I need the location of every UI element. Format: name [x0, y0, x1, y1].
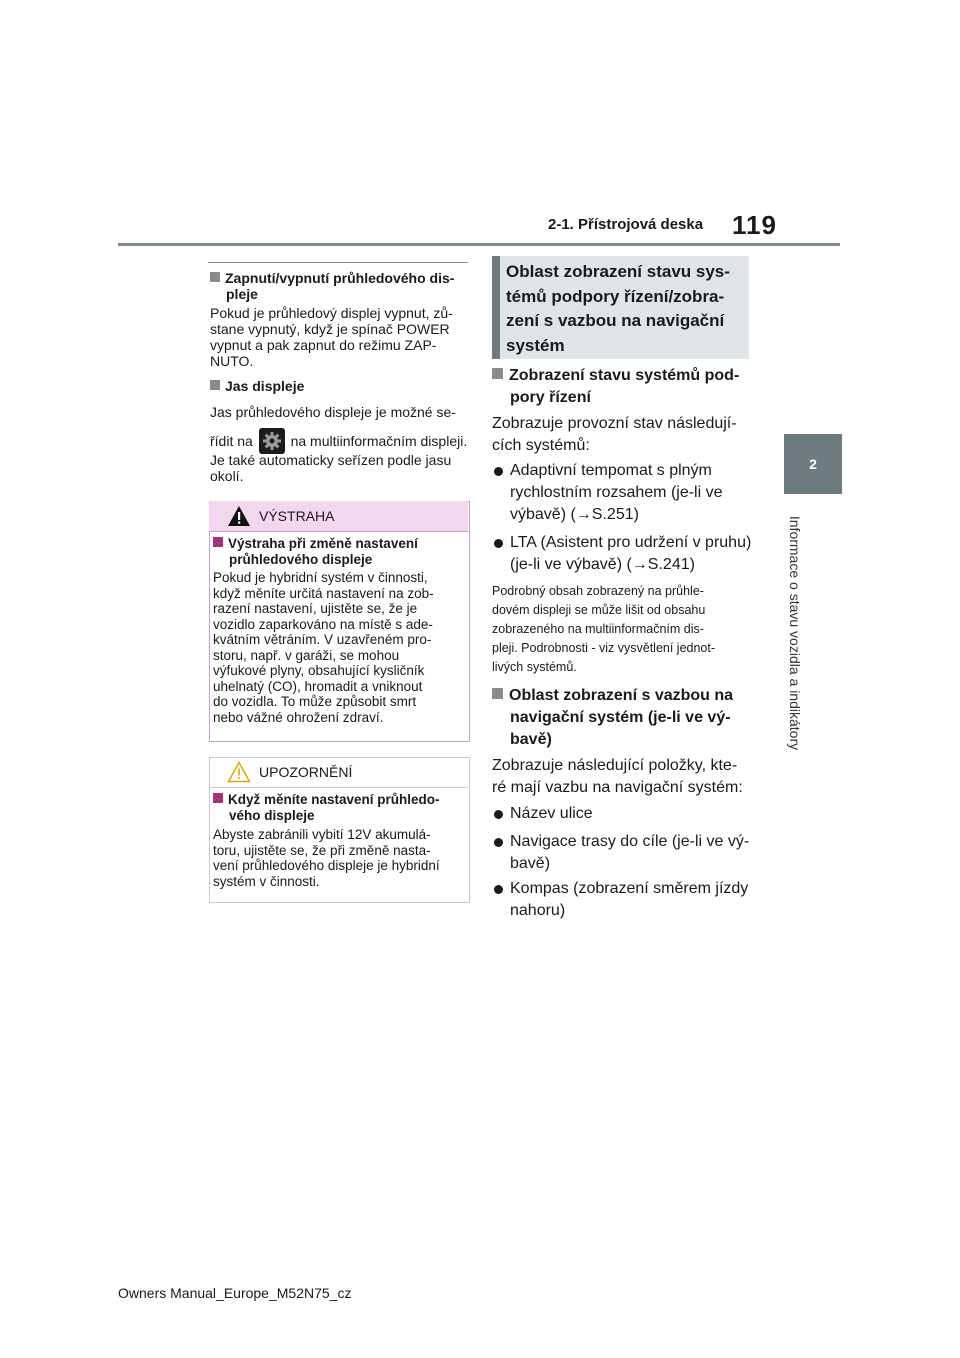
- chapter-tab[interactable]: 2: [784, 434, 842, 494]
- square-bullet-icon: [213, 537, 223, 547]
- navigation-intro: Zobrazuje následující položky, kte- ré mají vazbu na navigační systém:: [492, 757, 743, 796]
- settings-gear-icon: [259, 428, 285, 454]
- page-number: 119: [732, 210, 777, 240]
- notice-heading: Když měníte nastavení průhledo- vého displeje: [213, 792, 465, 823]
- warning-triangle-icon: [227, 505, 251, 527]
- notice-title-bar: UPOZORNĚNÍ: [209, 757, 468, 788]
- square-bullet-icon: [213, 793, 223, 803]
- square-bullet-icon: [492, 688, 503, 699]
- list-item: Název ulice: [510, 805, 593, 822]
- brightness-line-3: Je také automaticky seřízen podle jasu okolí.: [210, 452, 452, 484]
- brightness-line-2: řídit na na multiinformačním displeji.: [210, 428, 472, 454]
- caution-triangle-icon: [227, 761, 251, 783]
- bullet-icon: [494, 885, 503, 894]
- section-heading-accent: [492, 256, 500, 359]
- warning-title-bar: VÝSTRAHA: [209, 501, 468, 532]
- left-top-rule: [208, 262, 468, 263]
- square-bullet-icon: [492, 368, 503, 379]
- subsection-heading-navigation: Oblast zobrazení s vazbou na navigační systém (je-li ve vý- bavě): [492, 685, 754, 751]
- list-item: Kompas (zobrazení směrem jízdy nahoru): [510, 880, 749, 919]
- list-item: LTA (Asistent pro udržení v pruhu) (je-li ve výbavě) (→S.241): [510, 534, 752, 573]
- footer-doc-id: Owners Manual_Europe_M52N75_cz: [118, 1285, 352, 1301]
- driving-support-note: Podrobný obsah zobrazený na průhle- dovém displeji se může lišit od obsahu zobrazeného na multiinformačním dis- pleji. Podrobnosti - viz vysvětlení jednot- livých systémů.: [492, 584, 716, 674]
- warning-body: Pokud je hybridní systém v činnosti, když měníte určitá nastavení na zob- razení nastavení, ujistěte se, že je vozidlo zaparkováno na místě s ade- kvátním větráním. V uzavřeném pro- storu, např. v garáži, se mohou výfukové plyny, obsahující kysličník uhelnatý (CO), hromadit a vniknout do vozidla. To může způsobit smrt nebo vážné ohrožení zdraví.: [213, 570, 434, 725]
- chapter-label: Informace o stavu vozidla a indikátory: [787, 515, 803, 751]
- list-item: Adaptivní tempomat s plným rychlostním rozsahem (je-li ve výbavě) (→S.251): [510, 462, 723, 523]
- bullet-icon: [494, 838, 503, 847]
- header-rule: [118, 243, 840, 246]
- square-bullet-icon: [210, 380, 220, 390]
- list-item: Navigace trasy do cíle (je-li ve vý- bavě): [510, 833, 750, 872]
- warning-heading: Výstraha při změně nastavení průhledového displeje: [213, 536, 465, 567]
- toggle-description: Pokud je průhledový displej vypnut, zů- stane vypnutý, když je spínač POWER vypnut a pak zapnut do režimu ZAP- NUTO.: [210, 305, 453, 369]
- driving-support-intro: Zobrazuje provozní stav následují- cích systémů:: [492, 415, 737, 454]
- bullet-icon: [494, 467, 503, 476]
- section-heading: Oblast zobrazení stavu sys- témů podpory řízení/zobra- zení s vazbou na navigační systém: [506, 262, 730, 355]
- notice-body: Abyste zabránili vybití 12V akumulá- toru, ujistěte se, že při změně nasta- vení průhledového displeje je hybridní systém v činnosti.: [213, 827, 440, 889]
- subsection-heading-toggle: Zapnutí/vypnutí průhledového dis- pleje: [210, 270, 468, 302]
- brightness-line-1: Jas průhledového displeje je možné se-: [210, 404, 456, 420]
- subsection-heading-brightness: Jas displeje: [210, 378, 304, 394]
- section-title: 2-1. Přístrojová deska: [548, 216, 704, 233]
- bullet-icon: [494, 539, 503, 548]
- bullet-icon: [494, 810, 503, 819]
- square-bullet-icon: [210, 272, 220, 282]
- subsection-heading-driving-support: Zobrazení stavu systémů pod- pory řízení: [492, 365, 754, 409]
